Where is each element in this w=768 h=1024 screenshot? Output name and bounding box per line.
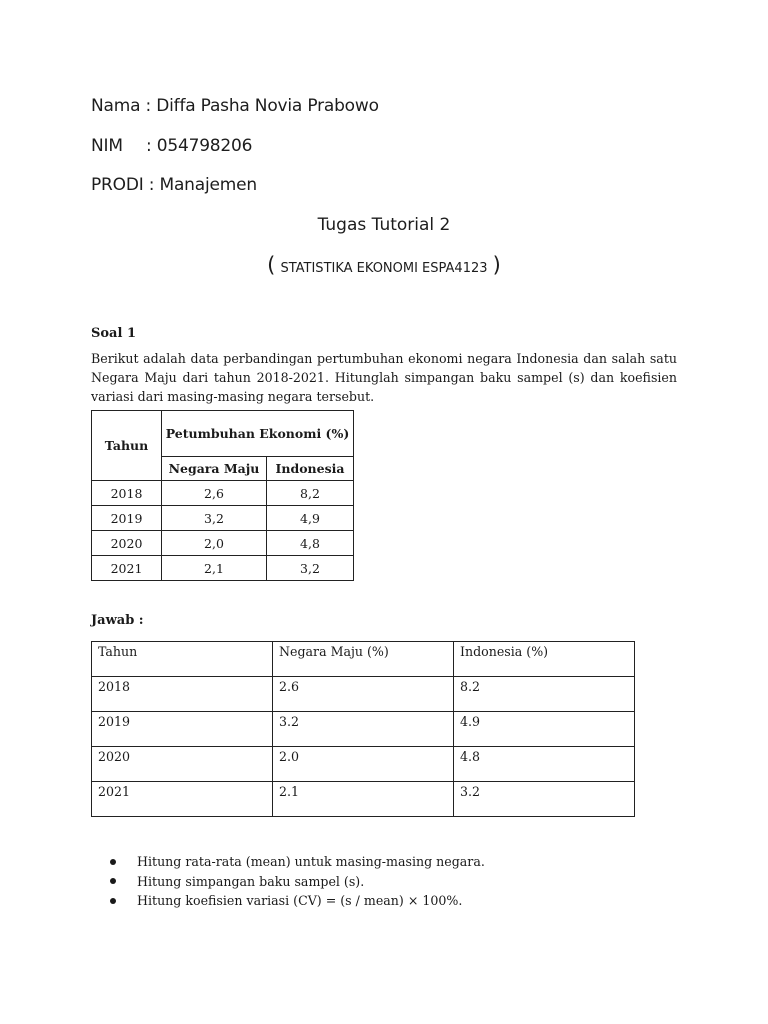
t2-cell: 2.6 xyxy=(273,677,454,712)
table-row xyxy=(92,642,635,677)
paren-close: ) xyxy=(492,253,501,277)
t1-cell: 2020 xyxy=(92,531,162,556)
t2-header-indonesia: Indonesia (%) xyxy=(454,642,635,677)
table-row xyxy=(92,782,635,817)
t2-header-maju: Negara Maju (%) xyxy=(273,642,454,677)
step-text: Hitung koefisien variasi (CV) = (s / mean) × 100%. xyxy=(137,893,463,909)
t1-cell: 2,0 xyxy=(162,531,267,556)
t2-cell: 3.2 xyxy=(454,782,635,817)
nim-label: NIM xyxy=(91,136,123,156)
step-text: Hitung rata-rata (mean) untuk masing-masing negara. xyxy=(137,854,485,870)
nim-value: : 054798206 xyxy=(146,136,253,156)
nim-line xyxy=(91,136,252,156)
t2-cell: 2018 xyxy=(92,677,273,712)
jawab-heading: Jawab : xyxy=(91,613,144,628)
list-item xyxy=(110,891,485,911)
table-row xyxy=(92,747,635,782)
t2-cell: 3.2 xyxy=(273,712,454,747)
t1-cell: 3,2 xyxy=(267,556,354,581)
bullet-icon xyxy=(110,859,116,865)
table-row xyxy=(92,506,354,531)
question-table xyxy=(91,410,354,581)
t2-cell: 2.1 xyxy=(273,782,454,817)
table-row xyxy=(92,556,354,581)
t2-cell: 8.2 xyxy=(454,677,635,712)
table-row xyxy=(92,481,354,506)
step-text: Hitung simpangan baku sampel (s). xyxy=(137,873,365,889)
answer-table xyxy=(91,641,635,817)
t1-cell: 4,9 xyxy=(267,506,354,531)
table-row xyxy=(92,712,635,747)
table-row xyxy=(92,531,354,556)
steps-list xyxy=(110,852,485,911)
t1-header-group: Petumbuhan Ekonomi (%) xyxy=(162,411,354,457)
t1-header-maju: Negara Maju xyxy=(162,457,267,481)
prodi-value: Manajemen xyxy=(159,175,257,195)
prodi-line xyxy=(91,175,257,195)
t2-header-tahun: Tahun xyxy=(92,642,273,677)
t1-cell: 2,6 xyxy=(162,481,267,506)
prodi-label: PRODI : xyxy=(91,175,160,195)
t2-cell: 4.9 xyxy=(454,712,635,747)
name-label: Nama : xyxy=(91,96,157,116)
t1-cell: 8,2 xyxy=(267,481,354,506)
list-item xyxy=(110,872,485,892)
name-value: Diffa Pasha Novia Prabowo xyxy=(156,96,379,116)
page-title: Tugas Tutorial 2 xyxy=(317,215,451,235)
t2-cell: 2021 xyxy=(92,782,273,817)
bullet-icon xyxy=(110,878,116,884)
bullet-icon xyxy=(110,898,116,904)
t2-cell: 2020 xyxy=(92,747,273,782)
soal-heading: Soal 1 xyxy=(91,326,136,341)
table-row xyxy=(92,677,635,712)
subtitle-text: STATISTIKA EKONOMI ESPA4123 xyxy=(280,261,488,276)
t2-cell: 4.8 xyxy=(454,747,635,782)
t1-cell: 2019 xyxy=(92,506,162,531)
t2-cell: 2019 xyxy=(92,712,273,747)
list-item xyxy=(110,852,485,872)
name-line xyxy=(91,96,379,116)
t1-cell: 4,8 xyxy=(267,531,354,556)
t1-header-tahun: Tahun xyxy=(92,411,162,481)
t2-cell: 2.0 xyxy=(273,747,454,782)
page-subtitle xyxy=(0,253,768,277)
t1-cell: 2,1 xyxy=(162,556,267,581)
soal-paragraph: Berikut adalah data perbandingan pertumbuhan ekonomi negara Indonesia dan salah satu Negara Maju dari tahun 2018-2021. Hitunglah simpangan baku sampel (s) dan koefisien variasi dari masing-masing negara tersebut. xyxy=(91,351,677,404)
paren-open: ( xyxy=(267,253,276,277)
t1-cell: 2021 xyxy=(92,556,162,581)
t1-header-indonesia: Indonesia xyxy=(267,457,354,481)
t1-cell: 3,2 xyxy=(162,506,267,531)
t1-cell: 2018 xyxy=(92,481,162,506)
